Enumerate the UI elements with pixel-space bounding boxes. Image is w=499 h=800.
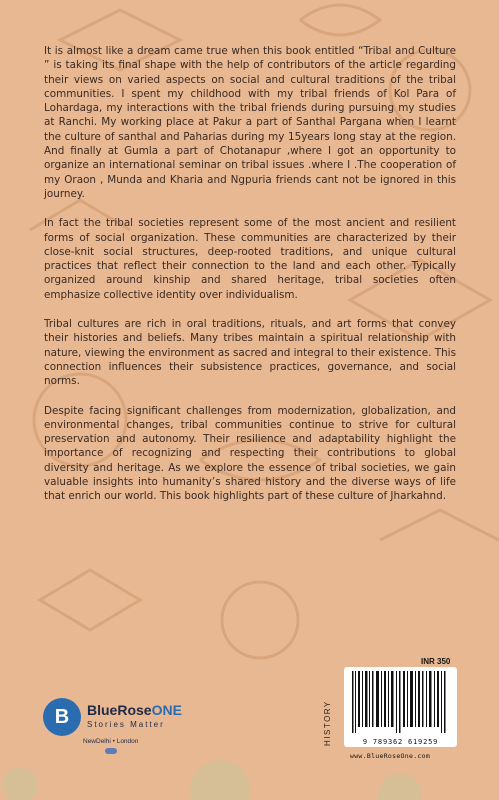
publisher-name-main: BlueRose (87, 702, 152, 718)
publisher-website: www.BlueRoseOne.com (350, 752, 431, 760)
price-label: INR 350 (421, 657, 451, 666)
paragraph-2: In fact the tribal societies represent some of the most ancient and resilient forms of social organization. These communities are characterized by their close-knit social structures, deep-rooted traditions, and unique cultural practices that reflect their connection to the land and each other. Typically organized around kinship and shared heritage, tribal societies often emphasize collective identity over individualism. (44, 217, 456, 301)
barcode-bars (350, 671, 451, 733)
publisher-cities: NewDelhi • London (83, 738, 139, 745)
paragraph-3: Tribal cultures are rich in oral traditions, rituals, and art forms that convey their histories and beliefs. Many tribes maintain a spiritual relationship with nature, viewing the environment as sacred and integral to their existence. This connection influences their subsistence practices, governance, and social norms. (44, 318, 456, 388)
publisher-tagline: Stories Matter (87, 720, 165, 729)
barcode (344, 667, 457, 747)
publisher-logo (43, 698, 183, 758)
isbn-number: 9 789362 619259 (348, 738, 453, 746)
publisher-name-accent: ONE (151, 702, 182, 718)
bluerose-logo-icon: B (43, 698, 81, 736)
back-cover-text (44, 44, 456, 519)
publisher-name (87, 702, 182, 718)
paragraph-1: It is almost like a dream came true when this book entitled “Tribal and Culture ” is taking its final shape with the help of contributors of the article regarding their views on varied aspects on social and cultural traditions of the tribal communities. I spent my childhood with my tribal friends of Kol Para of Lohardaga, my interactions with the tribal friends during pursuing my studies at Ranchi. My working place at Pakur a part of Santhal Pargana when I learnt the culture of santhal and Paharias during my 15years long stay at the region. And finally at Gumla a part of Chotanapur ,where I got an opportunity to organize an international seminar on tribal issues .where I .The cooperation of my Oraon , Munda and Kharia and Ngpuria friends cant not be ignored in this journey. (44, 45, 456, 200)
leaf-icon (105, 748, 117, 754)
paragraph-4: Despite facing significant challenges from modernization, globalization, and environmental changes, tribal communities continue to strive for cultural preservation and autonomy. Their resilience and adaptability highlight the importance of recognizing and respecting their contributions to global diversity and heritage. As we explore the essence of tribal societies, we gain valuable insights into humanity’s shared history and the diverse ways of life that enrich our world. This book highlights part of these culture of Jharkahnd. (44, 404, 456, 503)
genre-label: HISTORY (323, 700, 332, 746)
